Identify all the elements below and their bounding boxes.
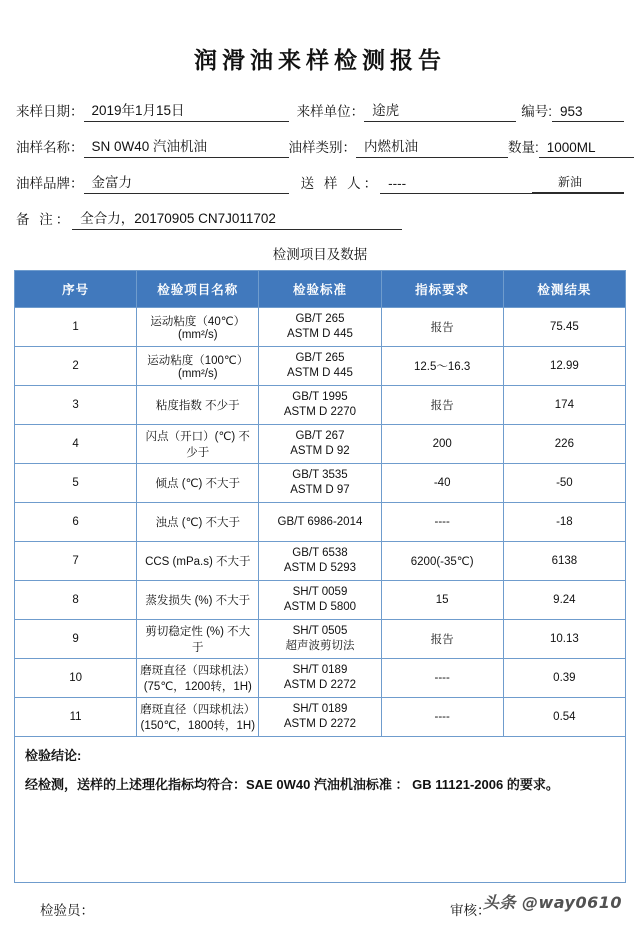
cell-name: 运动粘度（40℃）(mm²/s): [137, 308, 259, 347]
standard-line-2: 超声波剪切法: [285, 640, 355, 652]
standard-line-1: GB/T 6538: [292, 547, 348, 560]
cell-name: 粘度指数 不少于: [137, 386, 259, 425]
cell-no: 2: [15, 347, 137, 386]
conclusion-box: [14, 737, 626, 883]
cell-name: 闪点（开口）(℃) 不少于: [137, 425, 259, 464]
standard-line-1: SH/T 0189: [292, 664, 348, 677]
auditor-label: 审核：: [450, 903, 491, 918]
table-row: [15, 464, 626, 503]
page-title: 润滑油来样检测报告: [194, 47, 446, 74]
quantity-label: 数量:: [508, 140, 539, 155]
sample-date-value[interactable]: 2019年1月15日: [84, 99, 289, 122]
cell-result: 6138: [503, 542, 625, 581]
cell-name: 磨斑直径（四球机法）(75℃，1200转，1H): [137, 659, 259, 698]
meta-fields: [0, 81, 640, 230]
oil-brand-value[interactable]: 金富力: [84, 171, 289, 194]
oil-name-label: 油样名称：: [16, 140, 84, 155]
field-sample-unit: [297, 99, 517, 122]
quantity-value[interactable]: 1000ML: [539, 140, 634, 158]
cell-requirement: 报告: [381, 620, 503, 659]
field-quantity: [508, 136, 634, 158]
new-oil-annotation: [532, 172, 624, 194]
table-row: [15, 347, 626, 386]
cell-name: CCS (mPa.s) 不大于: [137, 542, 259, 581]
cell-no: 5: [15, 464, 137, 503]
standard-line-2: ASTM D 445: [287, 367, 353, 379]
sample-unit-label: 来样单位：: [296, 104, 365, 119]
table-row: [15, 425, 626, 464]
standard-line-2: ASTM D 97: [290, 484, 350, 496]
cell-no: 10: [15, 659, 137, 698]
cell-standard: [259, 464, 381, 503]
table-row: [15, 542, 626, 581]
cell-no: 9: [15, 620, 137, 659]
sample-unit-value[interactable]: 途虎: [364, 99, 516, 122]
standard-line-2: ASTM D 5800: [283, 601, 357, 613]
cell-standard: [259, 581, 381, 620]
cell-requirement: ----: [381, 698, 503, 737]
cell-result: 174: [503, 386, 625, 425]
standard-line-2: ASTM D 445: [287, 328, 353, 340]
section-caption: 检测项目及数据: [272, 247, 368, 262]
cell-standard: [259, 698, 381, 737]
remark-value[interactable]: 全合力，20170905 CN7J011702: [72, 207, 402, 230]
field-remark: [16, 207, 402, 230]
table-row: [15, 620, 626, 659]
oil-name-value[interactable]: SN 0W40 汽油机油: [84, 135, 289, 158]
standard-line-2: ASTM D 2272: [283, 718, 357, 730]
cell-name: 剪切稳定性 (%) 不大于: [137, 620, 259, 659]
cell-no: 4: [15, 425, 137, 464]
conclusion-title: 检验结论:: [25, 748, 82, 763]
standard-line-2: ASTM D 92: [290, 445, 350, 457]
col-header-no: 序号: [15, 271, 137, 308]
table-row: [15, 386, 626, 425]
table-row: [15, 698, 626, 737]
cell-result: -18: [503, 503, 625, 542]
remark-label: 备 注：: [16, 212, 73, 227]
meta-row-2: [16, 135, 624, 158]
cell-result: 9.24: [503, 581, 625, 620]
cell-name: 运动粘度（100℃）(mm²/s): [137, 347, 259, 386]
field-oil-brand: [16, 171, 289, 194]
meta-row-1: [16, 99, 624, 122]
cell-no: 1: [15, 308, 137, 347]
cell-requirement: 报告: [381, 308, 503, 347]
cell-result: 226: [503, 425, 625, 464]
cell-no: 3: [15, 386, 137, 425]
meta-row-4: [16, 207, 624, 230]
table-row: [15, 308, 626, 347]
results-table-container: [0, 270, 640, 737]
col-header-req: 指标要求: [381, 271, 503, 308]
sender-label: 送 样 人：: [300, 176, 381, 191]
oil-brand-label: 油样品牌：: [16, 176, 84, 191]
standard-line-1: GB/T 265: [295, 313, 345, 326]
cell-result: 10.13: [503, 620, 625, 659]
cell-result: 12.99: [503, 347, 625, 386]
standard-line-1: SH/T 0059: [292, 586, 348, 599]
cell-standard: [259, 542, 381, 581]
col-header-name: 检验项目名称: [137, 271, 259, 308]
cell-requirement: ----: [381, 659, 503, 698]
cell-standard: [259, 620, 381, 659]
field-oil-name: [16, 135, 289, 158]
standard-line-1: GB/T 267: [295, 430, 345, 443]
field-sender: [301, 172, 533, 194]
cell-name: 浊点 (℃) 不大于: [137, 503, 259, 542]
cell-requirement: ----: [381, 503, 503, 542]
serial-value[interactable]: 953: [552, 104, 624, 122]
cell-result: 0.54: [503, 698, 625, 737]
standard-line-2: ASTM D 5293: [283, 562, 357, 574]
cell-standard: [259, 659, 381, 698]
standard-line-1: SH/T 0189: [292, 703, 348, 716]
standard-line-2: ASTM D 2272: [283, 679, 357, 691]
oil-type-value[interactable]: 内燃机油: [356, 135, 508, 158]
table-head: [15, 271, 626, 308]
serial-label: 编号:: [521, 104, 552, 119]
cell-result: 75.45: [503, 308, 625, 347]
table-row: [15, 581, 626, 620]
standard-line-1: GB/T 6986-2014: [277, 515, 363, 528]
standard-line-2: ASTM D 2270: [283, 406, 357, 418]
table-row: [15, 503, 626, 542]
col-header-std: 检验标准: [259, 271, 381, 308]
cell-standard: [259, 386, 381, 425]
table-row: [15, 659, 626, 698]
cell-requirement: 6200(-35℃): [381, 542, 503, 581]
cell-name: 磨斑直径（四球机法）(150℃，1800转，1H): [137, 698, 259, 737]
cell-name: 蒸发损失 (%) 不大于: [137, 581, 259, 620]
watermark: 头条 @way0610: [482, 893, 622, 912]
cell-requirement: 12.5～16.3: [381, 347, 503, 386]
sample-date-label: 来样日期：: [16, 104, 84, 119]
cell-requirement: 15: [381, 581, 503, 620]
field-sample-date: [16, 99, 289, 122]
col-header-res: 检测结果: [503, 271, 625, 308]
inspector-label: 检验员：: [40, 903, 94, 918]
cell-result: 0.39: [503, 659, 625, 698]
cell-name: 倾点 (℃) 不大于: [137, 464, 259, 503]
conclusion-text: 经检测，送样的上述理化指标均符合：SAE 0W40 汽油机油标准 ： GB 11121-2006 的要求。: [25, 777, 559, 792]
results-table: [14, 270, 626, 737]
new-oil-rule: [532, 192, 624, 194]
standard-line-1: GB/T 265: [295, 352, 345, 365]
table-body: [15, 308, 626, 737]
cell-standard: [259, 425, 381, 464]
sender-value[interactable]: ----: [380, 176, 532, 194]
cell-requirement: 200: [381, 425, 503, 464]
cell-result: -50: [503, 464, 625, 503]
standard-line-1: GB/T 3535: [292, 469, 348, 482]
new-oil-label: 新油: [557, 175, 582, 189]
cell-standard: [259, 503, 381, 542]
cell-no: 7: [15, 542, 137, 581]
cell-no: 11: [15, 698, 137, 737]
cell-standard: [259, 347, 381, 386]
cell-no: 8: [15, 581, 137, 620]
meta-row-3: [16, 171, 624, 194]
field-oil-type: [289, 135, 509, 158]
standard-line-1: SH/T 0505: [292, 625, 348, 638]
cell-requirement: 报告: [381, 386, 503, 425]
cell-requirement: -40: [381, 464, 503, 503]
oil-type-label: 油样类别：: [288, 140, 356, 155]
standard-line-1: GB/T 1995: [292, 391, 348, 404]
cell-no: 6: [15, 503, 137, 542]
field-serial: [521, 100, 624, 122]
cell-standard: [259, 308, 381, 347]
table-header-row: [15, 271, 626, 308]
